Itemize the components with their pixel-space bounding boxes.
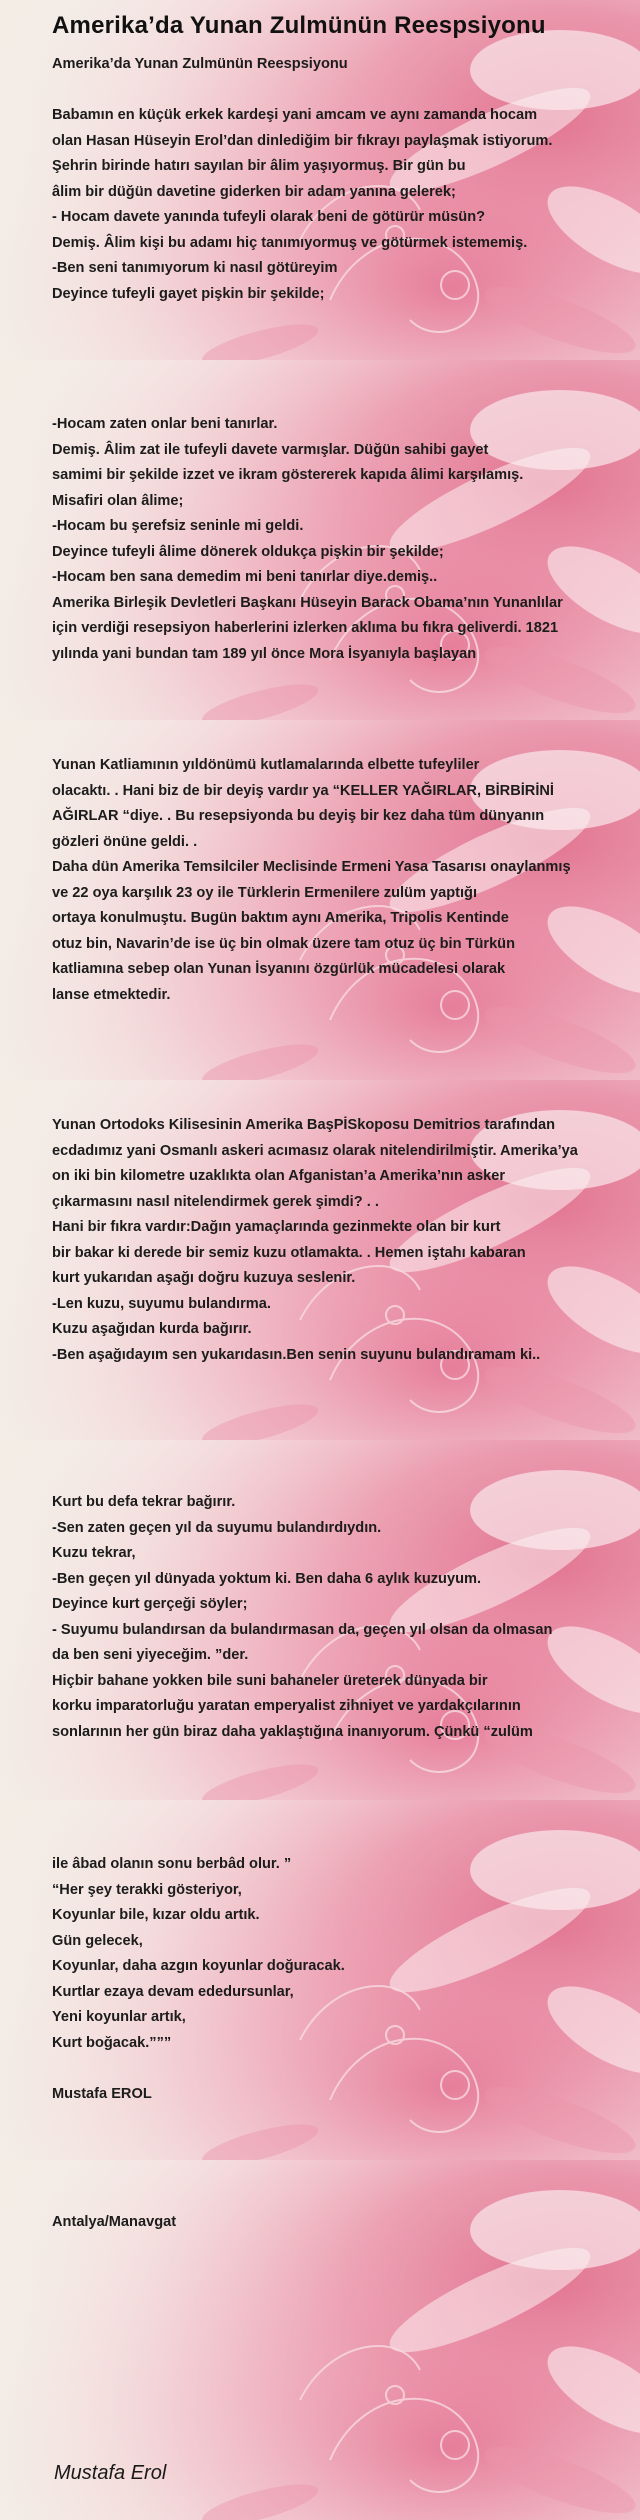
text-line: ortaya konulmuştu. Bugün baktım aynı Amerika, Tripolis Kentinde: [52, 910, 509, 926]
text-line: da ben seni yiyeceğim. ”der.: [52, 1647, 249, 1663]
text-line: sonlarının her gün biraz daha yaklaştığına inanıyorum. Çünkü “zulüm: [52, 1723, 533, 1740]
text-line: -Ben seni tanımıyorum ki nasıl götüreyim: [52, 260, 338, 276]
text-line: gözleri önüne geldi. .: [52, 833, 198, 850]
text-line: kurt yukarıdan aşağı doğru kuzuya seslenir.: [52, 1270, 356, 1286]
text-line: bir bakar ki derede bir semiz kuzu otlamakta. . Hemen iştahı kabaran: [52, 1244, 526, 1261]
text-line: AĞIRLAR “diye. . Bu resepsiyonda bu deyiş bir kez daha tüm dünyanın: [52, 808, 545, 824]
text-line: Gün gelecek,: [52, 1932, 143, 1949]
text-line: Kurtlar ezaya devam ededursunlar,: [52, 1983, 294, 2000]
text-line: Şehrin birinde hatırı sayılan bir âlim yaşıyormuş. Bir gün bu: [52, 158, 466, 174]
text-line: Misafiri olan âlime;: [52, 492, 184, 509]
text-line: Kurt boğacak.”””: [52, 2034, 172, 2051]
text-line: Hani bir fıkra vardır:Dağın yamaçlarında gezinmekte olan bir kurt: [52, 1219, 501, 1235]
text-block-3: [52, 753, 622, 1008]
text-block-2: [52, 412, 622, 667]
text-line: Demiş. Âlim kişi bu adamı hiç tanımıyormuş ve götürmek istememiş.: [52, 234, 528, 251]
text-line: Yeni koyunlar artık,: [52, 2009, 186, 2025]
text-block-5: [52, 1490, 622, 1745]
text-line: -Hocam zaten onlar beni tanırlar.: [52, 416, 278, 432]
text-line: Babamın en küçük erkek kardeşi yani amcam ve aynı zamanda hocam: [52, 107, 538, 123]
text-line: olan Hasan Hüseyin Erol’dan dinlediğim bir fıkrayı paylaşmak istiyorum.: [52, 132, 553, 149]
text-line: ile âbad olanın sonu berbâd olur. ”: [52, 1856, 292, 1872]
text-line: Kurt bu defa tekrar bağırır.: [52, 1494, 236, 1510]
text-line: Yunan Ortodoks Kilisesinin Amerika BaşPİSkoposu Demitrios tarafından: [52, 1117, 556, 1133]
author-signature: Mustafa Erol: [54, 2462, 167, 2484]
text-line: olacaktı. . Hani biz de bir deyiş vardır ya “KELLER YAĞIRLAR, BİRBİRİNİ: [52, 782, 554, 799]
text-block-1: [52, 52, 622, 307]
text-line: ve 22 oya karşılık 23 oy ile Türklerin Ermenilere zulüm yaptığı: [52, 884, 478, 901]
text-line: Amerika’da Yunan Zulmünün Reespsiyonu: [52, 56, 348, 72]
line-gap: [52, 78, 622, 104]
text-line: - Hocam davete yanında tufeyli olarak beni de götürür müsün?: [52, 209, 486, 225]
text-line: Deyince tufeyli âlime dönerek oldukça pişkin bir şekilde;: [52, 543, 444, 560]
text-line: çıkarmasını nasıl nitelendirmek gerek şimdi? . .: [52, 1193, 379, 1210]
text-line: Deyince kurt gerçeği söyler;: [52, 1596, 248, 1612]
line-gap: [52, 2056, 622, 2082]
page-title: Amerika’da Yunan Zulmünün Reespsiyonu: [52, 12, 546, 39]
text-line: için verdiği resepsiyon haberlerini izlerken aklıma bu fıkra geliverdi. 1821: [52, 620, 559, 636]
location-line: Antalya/Manavgat: [52, 2214, 177, 2230]
text-line: Hiçbir bahane yokken bile suni bahaneler üreterek dünyada bir: [52, 1672, 488, 1689]
text-block-6: [52, 1852, 622, 2107]
text-line: Deyince tufeyli gayet pişkin bir şekilde;: [52, 285, 325, 302]
text-line: Demiş. Âlim zat ile tufeyli davete varmışlar. Düğün sahibi gayet: [52, 441, 489, 458]
author-name: Mustafa EROL: [52, 2085, 152, 2102]
text-line: katliamına sebep olan Yunan İsyanını özgürlük mücadelesi olarak: [52, 961, 506, 977]
text-line: -Len kuzu, suyumu bulandırma.: [52, 1295, 271, 1312]
text-line: yılında yani bundan tam 189 yıl önce Mora İsyanıyla başlayan: [52, 645, 477, 662]
text-line: on iki bin kilometre uzaklıkta olan Afganistan’a Amerika’nın asker: [52, 1168, 506, 1184]
text-line: Kuzu tekrar,: [52, 1545, 136, 1561]
text-line: Yunan Katliamının yıldönümü kutlamalarında elbette tufeyliler: [52, 757, 480, 773]
text-block-4: [52, 1113, 622, 1368]
text-line: “Her şey terakki gösteriyor,: [52, 1881, 242, 1898]
text-line: Daha dün Amerika Temsilciler Meclisinde Ermeni Yasa Tasarısı onaylanmış: [52, 859, 571, 875]
text-line: lanse etmektedir.: [52, 986, 171, 1003]
text-line: -Hocam bu şerefsiz seninle mi geldi.: [52, 518, 304, 534]
text-line: Amerika Birleşik Devletleri Başkanı Hüseyin Barack Obama’nın Yunanlılar: [52, 594, 563, 611]
text-line: - Suyumu bulandırsan da bulandırmasan da, geçen yıl olsan da olmasan: [52, 1621, 553, 1638]
text-line: -Sen zaten geçen yıl da suyumu bulandırdıydın.: [52, 1519, 382, 1536]
text-line: -Ben aşağıdayım sen yukarıdasın.Ben senin suyunu bulandıramam ki..: [52, 1346, 541, 1363]
text-line: samimi bir şekilde izzet ve ikram göstererek kapıda âlimi karşılamış.: [52, 467, 524, 483]
text-line: ecdadımız yani Osmanlı askeri acımasız olarak nitelendirilmiştir. Amerika’ya: [52, 1142, 578, 1159]
text-line: Koyunlar bile, kızar oldu artık.: [52, 1907, 260, 1923]
text-line: korku imparatorluğu yaratan emperyalist zihniyet ve yardakçılarının: [52, 1698, 521, 1714]
text-line: âlim bir düğün davetine giderken bir adam yanına gelerek;: [52, 183, 456, 200]
text-line: otuz bin, Navarin’de ise üç bin olmak üzere tam otuz üç bin Türkün: [52, 935, 516, 952]
text-line: -Hocam ben sana demedim mi beni tanırlar diye.demiş..: [52, 569, 438, 585]
text-line: Koyunlar, daha azgın koyunlar doğuracak.: [52, 1958, 345, 1974]
text-line: -Ben geçen yıl dünyada yoktum ki. Ben daha 6 aylık kuzuyum.: [52, 1570, 482, 1587]
text-block-7: [52, 2210, 622, 2236]
text-line: Kuzu aşağıdan kurda bağırır.: [52, 1321, 252, 1337]
